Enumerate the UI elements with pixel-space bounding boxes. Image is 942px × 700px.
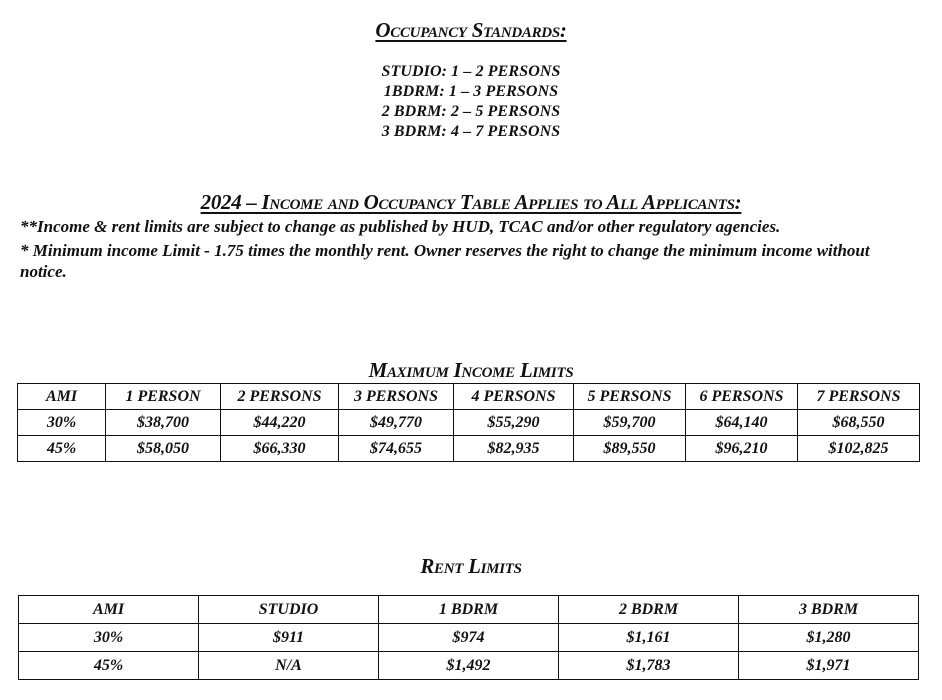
income-rent-limits-note: **Income & rent limits are subject to change as published by HUD, TCAC and/or other regulatory agencies.: [20, 217, 781, 236]
column-header: 2 PERSONS: [221, 384, 339, 410]
column-header: STUDIO: [199, 596, 379, 624]
table-row: [19, 652, 919, 680]
table-cell: $64,140: [686, 410, 798, 436]
column-header: 7 PERSONS: [798, 384, 920, 410]
table-row: [19, 624, 919, 652]
occupancy-item-1bdrm: 1BDRM: 1 – 3 PERSONS: [383, 83, 559, 100]
maximum-income-limits-table: [17, 383, 920, 462]
table-cell: 30%: [18, 410, 106, 436]
table-cell: $102,825: [798, 436, 920, 462]
column-header: 5 PERSONS: [574, 384, 686, 410]
column-header: 1 PERSON: [106, 384, 221, 410]
table-cell: $74,655: [339, 436, 454, 462]
income-occupancy-table-title-text: 2024 – Income and Occupancy Table Applies to All Applicants:: [200, 190, 742, 214]
table-cell: $89,550: [574, 436, 686, 462]
column-header: 4 PERSONS: [454, 384, 574, 410]
column-header: 1 BDRM: [379, 596, 559, 624]
rent-limits-title: Rent Limits: [420, 554, 522, 578]
occupancy-standards-title: [0, 18, 942, 43]
maximum-income-limits-title: Maximum Income Limits: [368, 358, 574, 382]
table-cell: $49,770: [339, 410, 454, 436]
table-cell: $974: [379, 624, 559, 652]
column-header: AMI: [19, 596, 199, 624]
table-cell: N/A: [199, 652, 379, 680]
table-cell: $38,700: [106, 410, 221, 436]
table-cell: $911: [199, 624, 379, 652]
table-cell: $59,700: [574, 410, 686, 436]
table-row: [18, 436, 920, 462]
occupancy-standards-list: [0, 62, 942, 142]
table-cell: $44,220: [221, 410, 339, 436]
table-cell: $96,210: [686, 436, 798, 462]
table-cell: $1,971: [739, 652, 919, 680]
table-header-row: [18, 384, 920, 410]
column-header: 2 BDRM: [559, 596, 739, 624]
table-cell: $58,050: [106, 436, 221, 462]
column-header: AMI: [18, 384, 106, 410]
table-cell: $55,290: [454, 410, 574, 436]
table-cell: 30%: [19, 624, 199, 652]
table-cell: 45%: [19, 652, 199, 680]
occupancy-standards-title-text: Occupancy Standards:: [375, 18, 567, 42]
column-header: 6 PERSONS: [686, 384, 798, 410]
table-row: [18, 410, 920, 436]
table-header-row: [19, 596, 919, 624]
column-header: 3 BDRM: [739, 596, 919, 624]
table-cell: 45%: [18, 436, 106, 462]
table-cell: $1,783: [559, 652, 739, 680]
occupancy-item-studio: STUDIO: 1 – 2 PERSONS: [381, 63, 561, 80]
table-cell: $1,161: [559, 624, 739, 652]
column-header: 3 PERSONS: [339, 384, 454, 410]
occupancy-item-3bdrm: 3 BDRM: 4 – 7 PERSONS: [381, 123, 561, 140]
table-cell: $82,935: [454, 436, 574, 462]
table-cell: $1,492: [379, 652, 559, 680]
table-cell: $66,330: [221, 436, 339, 462]
minimum-income-note: * Minimum income Limit - 1.75 times the monthly rent. Owner reserves the right to change the minimum income without notice.: [20, 241, 870, 281]
table-cell: $1,280: [739, 624, 919, 652]
income-occupancy-table-title: [0, 190, 942, 215]
occupancy-item-2bdrm: 2 BDRM: 2 – 5 PERSONS: [381, 103, 561, 120]
rent-limits-table: [18, 595, 919, 680]
table-cell: $68,550: [798, 410, 920, 436]
